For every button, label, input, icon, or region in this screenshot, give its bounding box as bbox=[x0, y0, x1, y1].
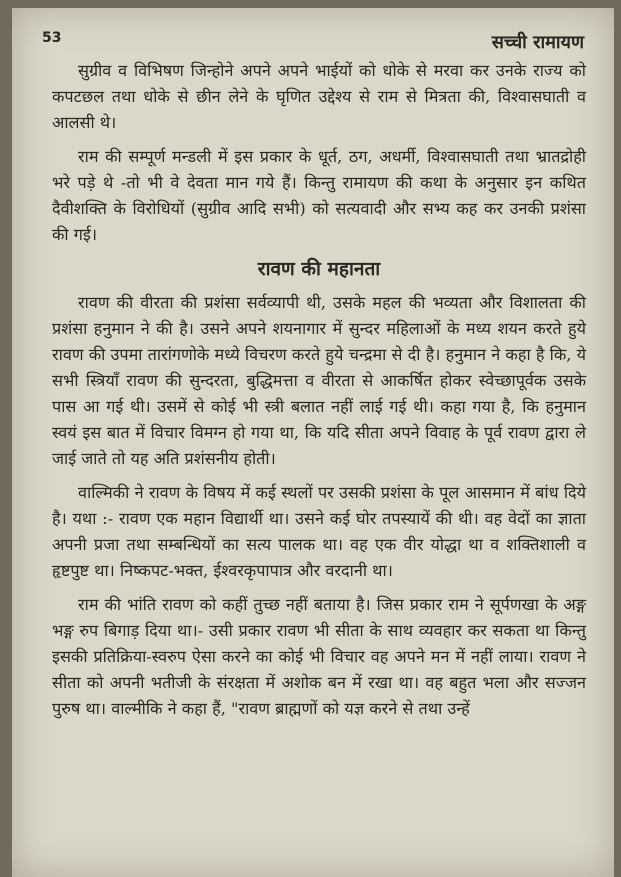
paragraph-5: राम की भांति रावण को कहीं तुच्छ नहीं बताया है। जिस प्रकार राम ने सूर्पणखा के अङ्ग भङ्ग रुप बिगाड़ दिया था।- उसी प्रकार रावण भी सीता के साथ व्यवहार कर सकता था किन्तु इसकी प्रतिक्रिया-स्वरुप ऐसा करने का कोई भी विचार वह अपने मन में नहीं लाया। रावण ने सीता को अपनी भतीजी के संरक्षता में अशोक बन में रखा था। वह बहुत भला और सज्जन पुरुष था। वाल्मीकि ने कहा हैं, "रावण ब्राह्मणों को यज्ञ करने से तथा उन्हें bbox=[52, 595, 586, 718]
paragraph-4: वाल्मिकी ने रावण के विषय में कई स्थलों पर उसकी प्रशंसा के पूल आसमान में बांध दिये है। यथा :- रावण एक महान विद्यार्थी था। उसने कई घोर तपस्यायें की थी। वह वेदों का ज्ञाता अपनी प्रजा तथा सम्बन्धियों का सत्य पालक था। वह एक वीर योद्धा था व शक्तिशाली व हृष्टपुष्ट था। निष्कपट-भक्त, ईश्वरकृपापात्र और वरदानी था। bbox=[52, 483, 586, 580]
running-title: सच्ची रामायण bbox=[491, 32, 584, 53]
page-header bbox=[42, 30, 584, 54]
page-content bbox=[52, 58, 586, 730]
paragraph-3: रावण की वीरता की प्रशंसा सर्वव्यापी थी, उसके महल की भव्यता और विशालता की प्रशंसा हनुमान ने की है। उसने अपने शयनागार में सुन्दर महिलाओं के मध्य शयन करते हुये रावण की उपमा तारांगणोके मध्ये विचरण करते हुये चन्द्रमा से दी है। हनुमान ने कहा है कि, ये सभी स्त्रियाँ रावण की सुन्दरता, बुद्धिमत्ता व वीरता से आकर्षित होकर स्वेच्छापूर्वक उसके पास आ गई थी। उसमें से कोई भी स्त्री बलात नहीं लाई गई थी। कहा गया है, कि हनुमान स्वयं इस बात में विचार विमग्न हो गया था, कि यदि सीता अपने विवाह के पूर्व रावण द्वारा ले जाई जाते तो यह अति प्रशंसनीय होती। bbox=[52, 293, 586, 468]
section-heading: रावण की महानता bbox=[257, 258, 381, 280]
book-page bbox=[12, 8, 614, 877]
paragraph-1: सुग्रीव व विभिषण जिन्होने अपने अपने भाईयों को धोके से मरवा कर उनके राज्य को कपटछल तथा धोके से छीन लेने के घृणित उद्देश्य से राम से मित्रता की, विश्वासघाती व आलसी थे। bbox=[52, 61, 586, 132]
paragraph-2: राम की सम्पूर्ण मन्डली में इस प्रकार के धूर्त, ठग, अधर्मी, विश्वासघाती तथा भ्रातद्रोही भरे पड़े थे -तो भी वे देवता मान गये हैं। किन्तु रामायण की कथा के अनुसार इन कथित दैवीशक्ति के विरोधियों (सुग्रीव आदि सभी) को सत्यवादी और सभ्य कह कर उनकी प्रशंसा की गई। bbox=[52, 147, 586, 244]
page-number: 53 bbox=[42, 30, 62, 46]
